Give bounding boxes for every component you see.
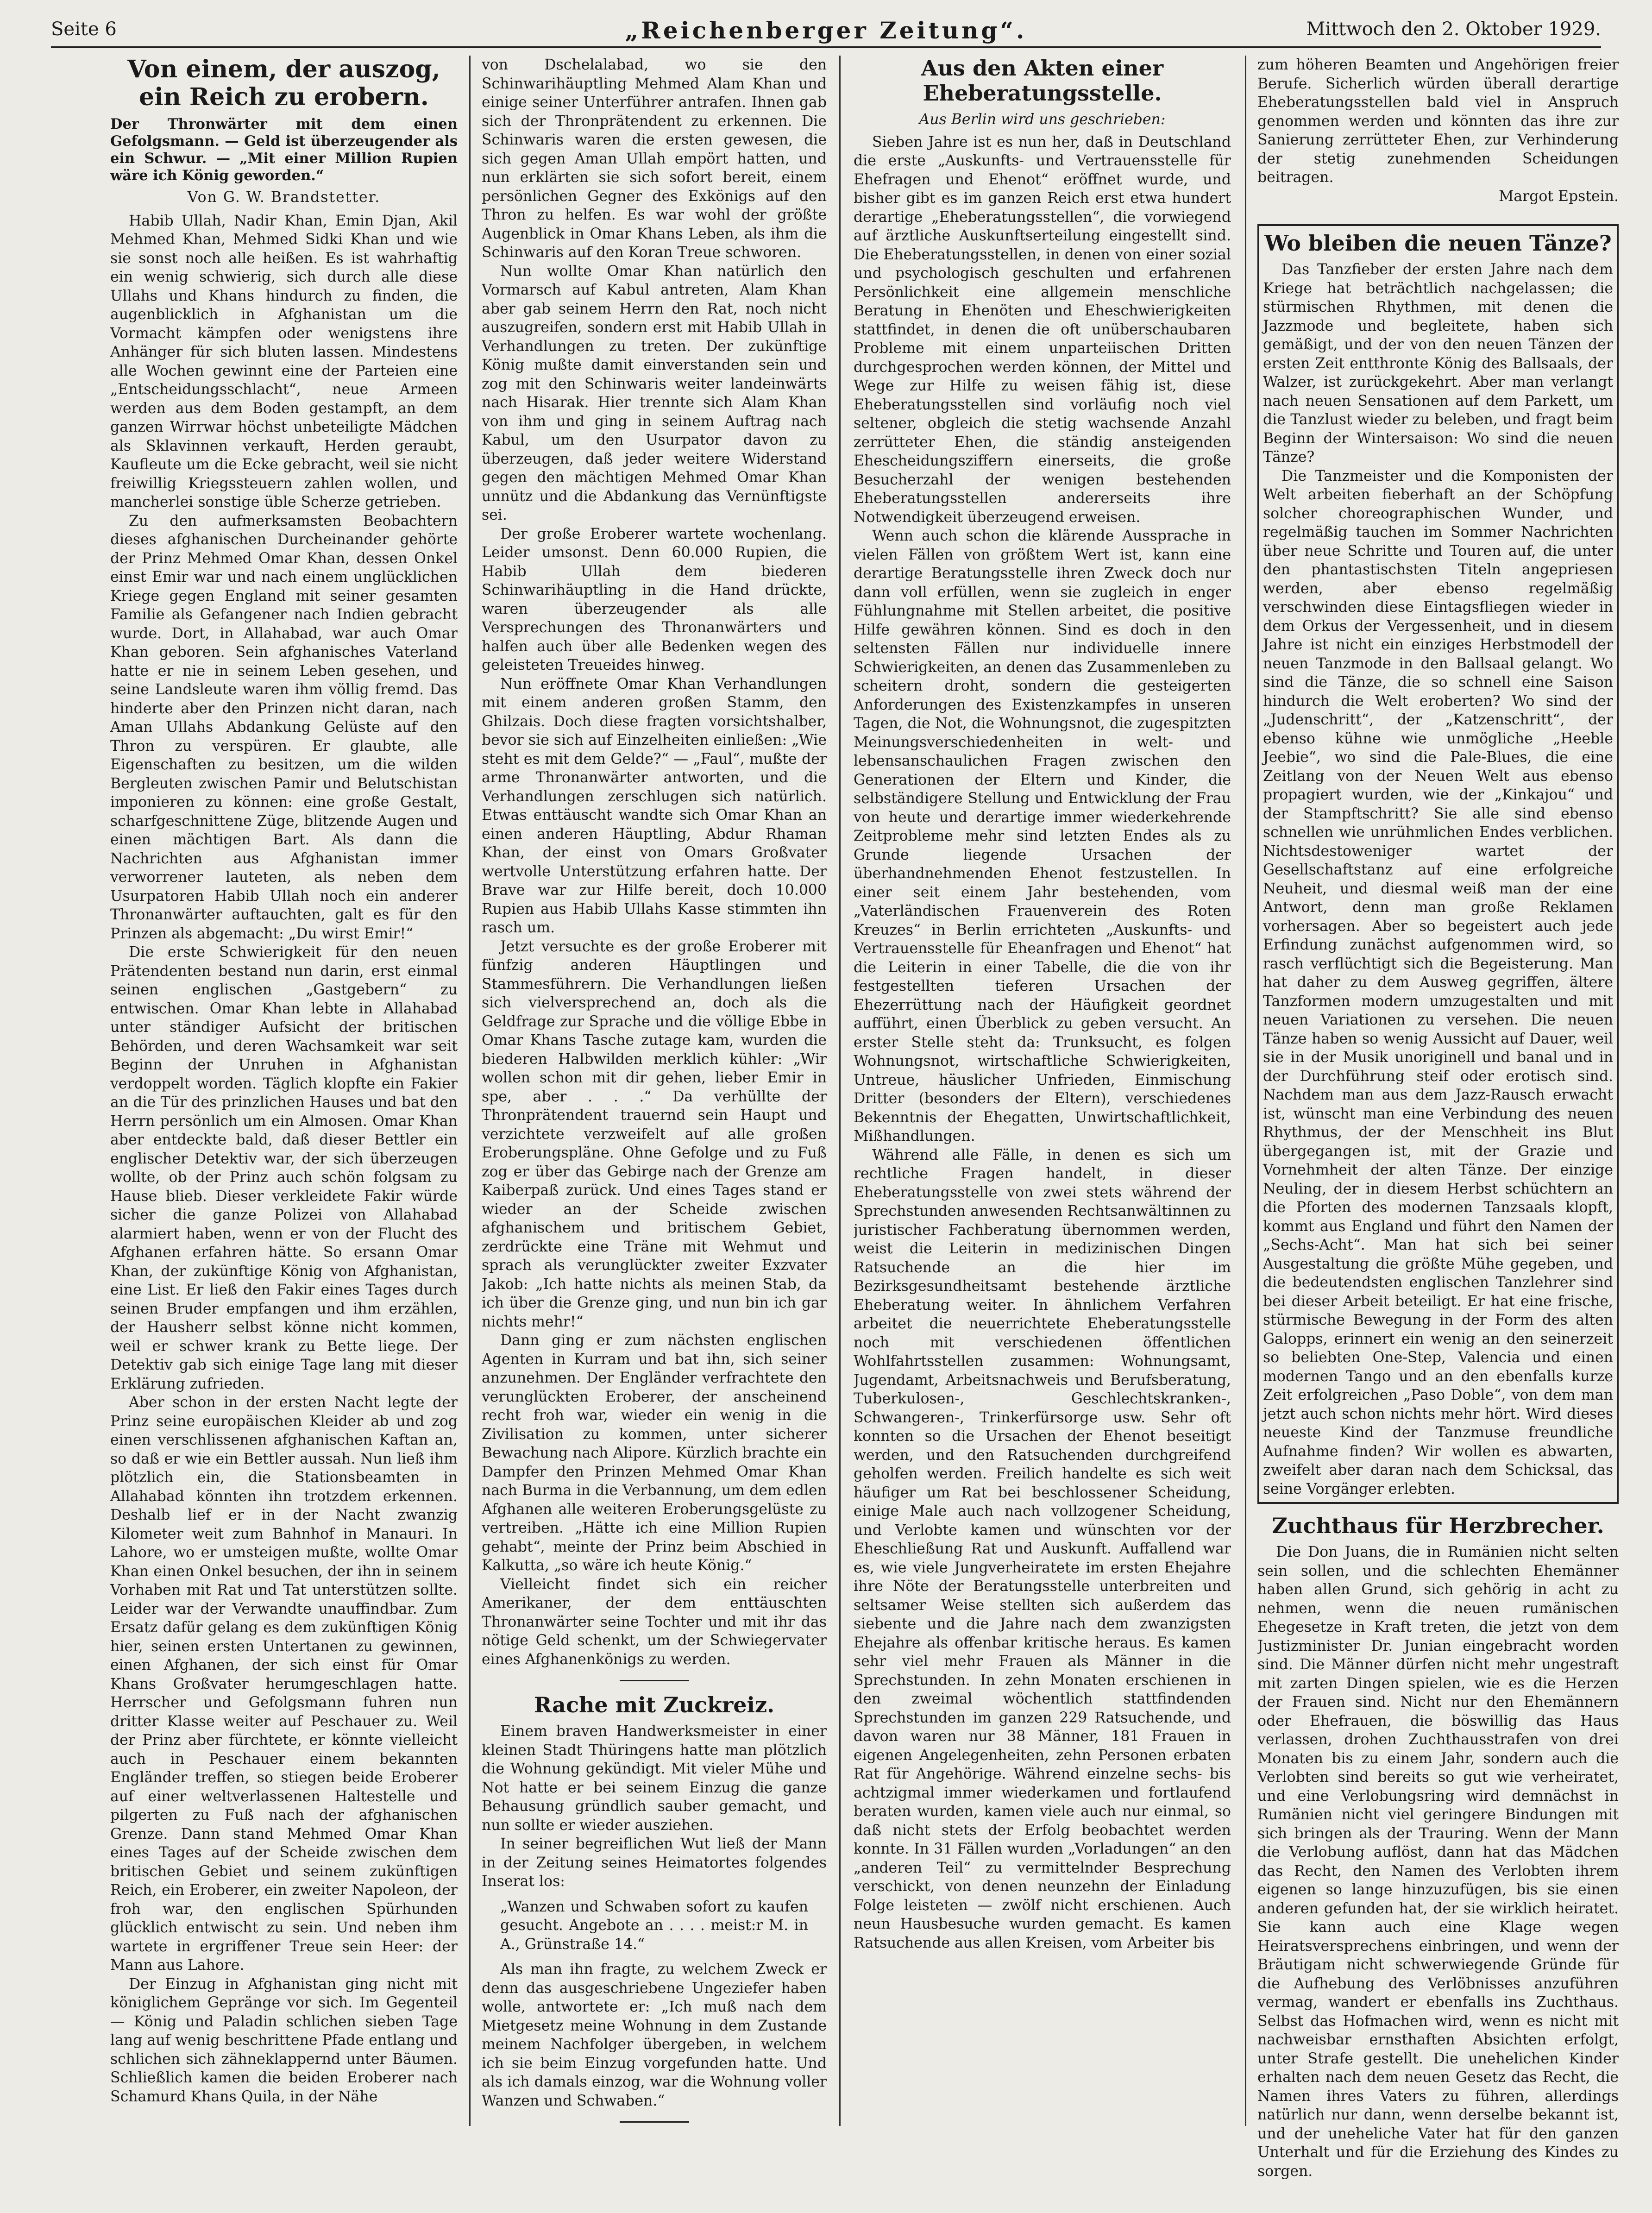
article-author: Von G. W. Brandstetter. <box>187 189 381 206</box>
column-rule <box>839 56 841 2126</box>
article-separator <box>620 1680 689 1681</box>
newspaper-name: „Reichenberger Zeitung“. <box>625 17 1027 44</box>
paragraph: Die Don Juans, die in Rumänien nicht selten sein sollen, und die schlechten Ehemänner haben allen Grund, sich gehörig in acht zu nehmen, wenn die neuen rumänischen Ehegesetze in Kraft treten, die jetzt von dem Justizminister Dr. Junian eingebracht worden sind. Die Männer dürfen nicht mehr ungestraft mit zarten Dingen spielen, wie es die Herzen der Frauen sind. Nicht nur den Ehemännern oder Ehefrauen, die böswillig das Haus verlassen, drohen Zuchthausstrafen von drei Monaten bis zu einem Jahr, sondern auch die Verlobten sind bereits so gut wie verheiratet, und eine Verlobungsring wird demnächst in Rumänien nicht viel geringere Bindungen mit sich bringen als der Trauring. Wenn der Mann die Verlobung auflöst, dann hat das Mädchen das Recht, den Namen des Verlobten ihrem eigenen so lange hinzuzufügen, bis sie einen anderen gefunden hat, der sie wirklich heiratet. Sie kann auch eine Klage wegen Heiratsversprechens einbringen, und wenn der Bräutigam nicht schwerwiegende Gründe für die Aufhebung des Verlöbnisses anzuführen vermag, wandert er ebenfalls ins Zuchthaus. Selbst das Hofmachen wird, wenn es nicht mit nachweisbar ernsthaften Absichten erfolgt, unter Strafe gestellt. Die unehelichen Kinder erhalten nach dem neuen Gesetz das Recht, die Namen ihres Vaters zu führen, allerdings natürlich nur dann, wenn derselbe bekannt ist, und der uneheliche Vater hat für den ganzen Unterhalt und für die Erziehung des Kindes zu sorgen. <box>1257 1544 1619 2180</box>
paragraph: von Dschelalabad, wo sie den Schinwarihäuptling Mehmed Alam Khan und einige seiner Unterführer antrafen. Ihnen gab sich der Thronprätendent zu erkennen. Die Schinwaris waren die ersten gewesen, die sich gegen Aman Ullah empört hatten, und nun erklärten sie sich sofort bereit, einem persönlichen Gegner des Exkönigs auf den Thron zu helfen. Es war wohl der größte Augenblick in Omar Khans Leben, als ihm die Schinwaris auf den Koran Treue schworen. <box>482 57 827 261</box>
article-title: Aus den Akten einer Eheberatungsstelle. <box>921 56 1164 106</box>
paragraph: Während alle Fälle, in denen es sich um rechtliche Fragen handelt, in dieser Eheberatungsstelle von zwei stets während der Sprechstunden anwesenden Rechtsanwältinnen zu juristischer Fachberatung übernommen werden, weist die Leiterin in medizinischen Dingen Ratsuchende an die hier im Bezirksgesundheitsamt bestehende ärztliche Eheberatung weiter. In ähnlichem Verfahren arbeitet die neuerrichtete Eheberatungsstelle noch mit verschiedenen öffentlichen Wohlfahrtsstellen zusammen: Wohnungsamt, Jugendamt, Arbeitsnachweis und Berufsberatung, Tuberkulosen-, Geschlechtskranken-, Schwangeren-, Trinkerfürsorge usw. Sehr oft konnten so die Ursachen der Ehenot beseitigt werden, und den Ratsuchenden durchgreifend geholfen werden. Freilich handelte es sich weit häufiger um Rat bei beschlossener Scheidung, einige Male auch nach vollzogener Scheidung, und Verlobte kamen und wünschten vor der Eheschließung Rat und Auskunft. Auffallend war es, wie viele Jungverheiratete im ersten Ehejahre ihre Nöte der Beratungsstelle unterbreiten und seltsamer Weise stellten sich außerdem das siebente und die Jahre nach dem zwanzigsten Ehejahre als offenbar kritische heraus. Es kamen sehr viel mehr Frauen als Männer in die Sprechstunden. In zehn Monaten erschienen in den zweimal wöchentlich stattfindenden Sprechstunden im ganzen 229 Ratsuchende, und davon waren nur 38 Männer, 181 Frauen in eigenen Angelegenheiten, zehn Personen erbaten Rat für Angehörige. Während einzelne sechs- bis achtzigmal immer wiederkamen und fortlaufend beraten wurden, kamen viele auch nur einmal, so daß nicht stets der Erfolg beobachtet werden konnte. In 31 Fällen wurden „Vorladungen“ an den „anderen Teil“ zu vermittelnder Besprechung verschickt, von denen neunzehn der Einladung Folge leisteten — zwölf nicht erschienen. Auch neun Hausbesuche wurden gemacht. Es kamen Ratsuchende aus allen Kreisen, vom Arbeiter bis <box>854 1146 1231 1951</box>
column-3 <box>854 56 1231 2186</box>
issue-date: Mittwoch den 2. Oktober 1929. <box>1306 19 1601 40</box>
article-title: Von einem, der auszog, ein Reich zu erobern. <box>127 56 440 111</box>
article-title: Rache mit Zuckreiz. <box>534 1692 775 1717</box>
paragraph: Sieben Jahre ist es nun her, daß in Deutschland die erste „Auskunfts- und Vertrauensstelle für Ehefragen und Ehenot“ eröffnet wurde, und bisher gibt es im ganzen Reich erst etwa hundert derartige „Eheberatungsstellen“, die vorwiegend auf ärztliche Auskunftserteilung eingestellt sind. Die Eheberatungsstellen, in denen von einer sozial und psychologisch geschulten und erfahrenen Persönlichkeit eine allgemein menschliche Beratung in Ehenöten und Eheschwierigkeiten stattfindet, in denen die oft unüberschaubaren Probleme mit einem unparteiischen Dritten durchgesprochen werden können, der Mittel und Wege zur Hilfe zu weisen fähig ist, diese Eheberatungsstellen sind vorläufig noch viel seltener, obgleich die stetig wachsende Anzahl zerrütteter Ehen, die ständig ansteigenden Ehescheidungsziffern einerseits, die große Besucherzahl der wenigen bestehenden Eheberatungsstellen andererseits ihre Notwendigkeit überzeugend erweisen. <box>854 133 1231 526</box>
paragraph: zum höheren Beamten und Angehörigen freier Berufe. Sicherlich würden überall derartige Eheberatungsstellen bald viel in Anspruch genommen werden und könnten das ihre zur Sanierung zerrütteter Ehen, zur Verhinderung der stetig zunehmenden Scheidungen beitragen. <box>1257 57 1619 186</box>
article-signature: Margot Epstein. <box>1499 188 1619 205</box>
paragraph: Der große Eroberer wartete wochenlang. Leider umsonst. Denn 60.000 Rupien, die Habib Ullah dem biederen Schinwarihäuptling in die Hand drückte, waren überzeugender als alle Versprechungen des Thronanwärters und halfen auch über alle Bedenken wegen des geleisteten Treueides hinweg. <box>482 525 827 673</box>
page-header <box>51 14 1601 48</box>
column-2 <box>482 56 827 2186</box>
paragraph: Einem braven Handwerksmeister in einer kleinen Stadt Thüringens hatte man plötzlich die Wohnung gekündigt. Mit vieler Mühe und Not hatte er bei seinem Einzug die ganze Behausung gründlich sauber gemacht, und nun sollte er wieder ausziehen. <box>482 1723 827 1834</box>
paragraph: Die erste Schwierigkeit für den neuen Prätendenten bestand nun darin, erst einmal seinen englischen „Gastgebern“ zu entwischen. Omar Khan lebte in Allahabad unter ständiger Aufsicht der britischen Behörden, und deren Wachsamkeit war seit Beginn der Unruhen in Afghanistan verdoppelt worden. Täglich klopfte ein Fakier an die Tür des prinzlichen Hauses und bat den Herrn persönlich um ein Almosen. Omar Khan aber entdeckte bald, daß dieser Bettler ein englischer Detektiv war, der sich überzeugen wollte, ob der Prinz auch schön folgsam zu Hause blieb. Dieser verkleidete Fakir würde sicher die ganze Polizei von Allahabad alarmiert haben, wenn er von der Flucht des Afghanen erfahren hätte. So ersann Omar Khan, der zukünftige König von Afghanistan, eine List. Er ließ den Fakir eines Tages durch seinen Bruder empfangen und ihm erzählen, der Hausherr selbst könne nicht kommen, weil er schwer krank zu Bette liege. Der Detektiv gab sich einige Tage lang mit dieser Erklärung zufrieden. <box>110 944 458 1392</box>
paragraph: In seiner begreiflichen Wut ließ der Mann in der Zeitung seines Heimatortes folgendes Inserat los: <box>482 1836 827 1890</box>
article-separator <box>620 2121 689 2123</box>
paragraph: Nun eröffnete Omar Khan Verhandlungen mit einem anderen großen Stamm, den Ghilzais. Doch diese fragten vorsichtshalber, bevor sie sich auf Einzelheiten einließen: „Wie steht es mit dem Gelde?“ — „Faul“, mußte der arme Thronanwärter antworten, und die Verhandlungen zerschlugen sich natürlich. Etwas enttäuscht wandte sich Omar Khan an einen anderen Häuptling, Abdur Rhaman Khan, der einst von Omars Großvater wertvolle Unterstützung erfahren hatte. Der Brave war zur Hilfe bereit, doch 10.000 Rupien aus Habib Ullahs Kasse stimmten ihn rasch um. <box>482 675 827 936</box>
paragraph: Zu den aufmerksamsten Beobachtern dieses afghanischen Durcheinander gehörte der Prinz Mehmed Omar Khan, dessen Onkel einst Emir war und nach einem unglücklichen Kriege gegen England mit seiner gesamten Familie als Gefangener nach Indien gebracht wurde. Dort, in Allahabad, war auch Omar Khan geboren. Sein afghanisches Vaterland hatte er nie in seinem Leben gesehen, und seine Landsleute waren ihm völlig fremd. Das hinderte aber den Prinzen nicht daran, nach Aman Ullahs Abdankung Gelüste auf den Thron zu verspüren. Er glaubte, alle Eigenschaften zu besitzen, um die wilden Bergleuten zwischen Pamir und Belutschistan imponieren zu können: eine große Gestalt, scharfgeschnittene Züge, blitzende Augen und einen mächtigen Bart. Als dann die Nachrichten aus Afghanistan immer verworrener lauteten, als neben dem Usurpatoren Habib Ullah noch ein anderer Thronanwärter auftauchten, galt es für den Prinzen als abgemacht: „Du wirst Emir!“ <box>110 512 458 942</box>
column-rule <box>1245 56 1246 2126</box>
column-4 <box>1257 56 1619 2186</box>
paragraph: Habib Ullah, Nadir Khan, Emin Djan, Akil Mehmed Khan, Mehmed Sidki Khan und wie sie sonst noch alle heißen. Es ist wahrhaftig ein wenig schwierig, sich durch alle diese Ullahs und Khans hindurch zu finden, die augenblicklich in Afghanistan um die Vormacht kämpfen oder wenigstens ihre Anhänger für sich bluten lassen. Mindestens alle Wochen gewinnt eine der Parteien eine „Entscheidungsschlacht“, neue Armeen werden aus dem Boden gestampft, an dem ganzen Wirrwar höchst unbeteiligte Mädchen als Sklavinnen verkauft, Herden geraubt, Kaufleute um die Ecke gebracht, weil sie nicht freiwillig Kriegssteuern zahlen wollen, und mancherlei sonstige üble Scherze getrieben. <box>110 212 458 510</box>
paragraph: Der Einzug in Afghanistan ging nicht mit königlichem Gepränge vor sich. Im Gegenteil — König und Paladin schlichen sieben Tage lang auf wenig beschrittene Pfade entlang und schlichen sich zähneklappernd unter Bäumen. Schließlich kamen die beiden Eroberer nach Schamurd Khans Quila, in der Nähe <box>110 1975 458 2105</box>
article-lead: Der Thronwärter mit dem einen Gefolgsmann. — Geld ist überzeugender als ein Schwur. — „Mit einer Million Rupien wäre ich König geworden.“ <box>110 116 458 184</box>
page-number: Seite 6 <box>51 19 117 40</box>
article-title: Wo bleiben die neuen Tänze? <box>1264 231 1612 256</box>
paragraph: Nun wollte Omar Khan natürlich den Vormarsch auf Kabul antreten, Alam Khan aber gab seinem Herrn den Rat, noch nicht auszugreifen, sondern erst mit Habib Ullah in Verhandlungen zu treten. Der zukünftige König mußte damit einverstanden sein und zog mit den Schinwaris weiter landeinwärts nach Hisarak. Hier trennte sich Alam Khan von ihm und ging in seinem Auftrag nach Kabul, um den Usurpator davon zu überzeugen, daß jeder weitere Widerstand gegen den mächtigen Mehmed Omar Khan unnütz und die Abdankung das Vernünftigste sei. <box>482 263 827 523</box>
paragraph: Dann ging er zum nächsten englischen Agenten in Kurram und bat ihn, sich seiner anzunehmen. Der Engländer verfrachtete den verunglückten Eroberer, der anscheinend recht froh war, wieder ein wenig in die Zivilisation zu kommen, unter sicherer Bewachung nach Alipore. Kürzlich brachte ein Dampfer den Prinzen Mehmed Omar Khan nach Burma in die Verbannung, um dem edlen Afghanen alle weiteren Eroberungsgelüste zu vertreiben. „Hätte ich eine Million Rupien gehabt“, meinte der Prinz beim Abschied in Kalkutta, „so wäre ich heute König.“ <box>482 1332 827 1574</box>
paragraph: Das Tanzfieber der ersten Jahre nach dem Kriege hat beträchtlich nachgelassen; die stürmischen Rhythmen, mit denen die Jazzmode und begleitete, haben sich gemäßigt, und der von den neuen Tänzen der ersten Zeit entthronte König des Ballsaals, der Walzer, ist zurückgekehrt. Aber man verlangt nach neuen Sensationen auf dem Parkett, um die Tanzlust wieder zu beleben, und fragt beim Beginn der Wintersaison: Wo sind die neuen Tänze? <box>1263 261 1613 465</box>
boxed-article <box>1257 224 1619 1504</box>
article-dateline: Aus Berlin wird uns geschrieben: <box>919 111 1166 128</box>
column-rule <box>469 56 471 2126</box>
paragraph: Vielleicht findet sich ein reicher Amerikaner, der dem enttäuschten Thronanwärter seine Tochter und mit ihr das nötige Geld schenkt, um der Schwiegervater eines Afghanenkönigs zu werden. <box>482 1576 827 1668</box>
paragraph: Die Tanzmeister und die Komponisten der Welt arbeiten fieberhaft an der Schöpfung solcher choreographischen Wunder, und regelmäßig tauchen im Sommer Nachrichten über neue Schritte und Touren auf, die unter den phantastischsten Titeln angepriesen werden, aber ebenso regelmäßig verschwinden diese Eintagsfliegen wieder in dem Orkus der Vergessenheit, und in diesem Jahre ist nicht ein einziges Herbstmodell der neuen Tanzmode in den Ballsaal gelangt. Wo sind die Tänze, die so schnell eine Saison hindurch die Welt eroberten? Wo sind der „Judenschritt“, der „Katzenschritt“, der ebenso kühne wie unmögliche „Heeble Jeebie“, wo sind die Pale-Blues, die eine Zeitlang von der Neuen Welt aus ebenso propagiert wurden, wie der „Kinkajou“ und der Stampftschritt? Sie alle sind ebenso schnellen wie unrühmlichen Endes verblichen. Nichtsdestoweniger wartet der Gesellschaftstanz auf eine erfolgreiche Neuheit, und diesmal weiß man der eine Antwort, denn man große Reklamen vorhersagen. Aber so begeistert auch jede Erfindung zunächst aufgenommen wird, so rasch verflüchtigt sich die Begeisterung. Man hat daher zu dem Ausweg gegriffen, ältere Tanzformen modern umzugestalten und mit neuen Variationen zu versehen. Die neuen Tänze haben so wenig Aussicht auf Dauer, weil sie in der Musik unoriginell und banal und in der Durchführung steif oder erotisch sind. Nachdem man aus dem Jazz-Rausch erwacht ist, wünscht man eine Verbindung des neuen Rhythmus, der der Menschheit ins Blut übergegangen ist, mit der Grazie und Vornehmheit der alten Tänze. Der einzige Neuling, der in diesem Herbst schüchtern an die Pforten des modernen Tanzsaals klopft, kommt aus England und führt den Namen der „Sechs-Acht“. Man hat sich bei seiner Ausgestaltung die größte Mühe gegeben, und die bedeutendsten englischen Tanzlehrer sind bei dieser Arbeit beteiligt. Er hat eine frische, stürmische Bewegung in der Form des alten Galopps, erinnert ein wenig an den seinerzeit so beliebten One-Step, Valencia und einen modernen Tango und an den ebenfalls kurze Zeit erfolgreichen „Paso Doble“, von dem man jetzt auch schon nichts mehr hört. Wird dieses neueste Kind der Tanzmuse freundliche Aufnahme finden? Wir wollen es abwarten, zweifelt aber daran nach dem Schicksal, das seine Vorgänger erlebten. <box>1263 467 1613 1497</box>
paragraph: Wenn auch schon die klärende Aussprache in vielen Fällen von größtem Wert ist, kann eine derartige Beratungsstelle ihren Zweck doch nur dann voll erfüllen, wenn sie zugleich in enger Fühlungnahme mit Stellen arbeitet, die positive Hilfe gewähren können. Sind es doch in den seltensten Fällen nur individuelle innere Schwierigkeiten, an denen das Zusammenleben zu scheitern droht, sondern die gesteigerten Anforderungen des Existenzkampfes in unseren Tagen, die Not, die Wohnungsnot, die zugespitzten Meinungsverschiedenheiten in welt- und lebensanschaulichen Fragen zwischen den Generationen der Eltern und Kinder, die selbständigere Stellung und Entwicklung der Frau von heute und derartige immer wiederkehrende Zeitprobleme mehr sind letzten Endes als zu Grunde liegende Ursachen der überhandnehmenden Ehenot festzustellen. In einer seit einem Jahr bestehenden, vom „Vaterländischen Frauenverein des Roten Kreuzes“ in Berlin errichteten „Auskunfts- und Vertrauensstelle für Eheanfragen und Ehenot“ hat die Leiterin in einer Tabelle, die die von ihr festgestellten tieferen Ursachen der Ehezerrüttung nach der Häufigkeit geordnet aufführt, einen Überblick zu geben versucht. An erster Stelle steht da: Trunksucht, es folgen Wohnungsnot, wirtschaftliche Schwierigkeiten, Untreue, häuslicher Unfrieden, Einmischung Dritter (besonders der Eltern), verschiedenes Bekenntnis der Ehegatten, Unwirtschaftlichkeit, Mißhandlungen. <box>854 528 1231 1144</box>
column-1 <box>110 56 458 2186</box>
inserat-quote: „Wanzen und Schwaben sofort zu kaufen gesucht. Angebote an . . . . meist:r M. in A., Grünstraße 14.“ <box>500 1898 808 1953</box>
article-title: Zuchthaus für Herzbrecher. <box>1272 1513 1604 1538</box>
paragraph: Jetzt versuchte es der große Eroberer mit fünfzig anderen Häuptlingen und Stammesführern. Die Verhandlungen ließen sich vielversprechend an, doch als die Geldfrage zur Sprache und die völlige Ebbe in Omar Khans Tasche zutage kam, wurden die biederen Halbwilden merklich kühler: „Wir wollen schon mit dir gehen, lieber Emir in spe, aber . . .“ Da verhüllte der Thronprätendent trauernd sein Haupt und verzichtete verzweifelt auf alle großen Eroberungspläne. Ohne Gefolge und zu Fuß zog er über das Gebirge nach der Grenze am Kaiberpaß zurück. Und eines Tages stand er wieder an der Scheide zwischen afghanischem und britischem Gebiet, zerdrückte eine Träne mit Wehmut und sprach als verunglückter zweiter Exzvater Jakob: „Ich hatte nichts als meinen Stab, da ich über die Grenze ging, und nun bin ich gar nichts mehr!“ <box>482 938 827 1330</box>
paragraph: Aber schon in der ersten Nacht legte der Prinz seine europäischen Kleider ab und zog einen verschlissenen afghanischen Kaftan an, so daß er wie ein Bettler aussah. Nun ließ ihm plötzlich ein, die Stationsbeamten in Allahabad könnten ihn trotzdem erkennen. Deshalb lief er in der Nacht zwanzig Kilometer weit zum Bahnhof in Manauri. In Lahore, wo er umsteigen mußte, wollte Omar Khan einen Onkel besuchen, der ihn in seinem Vorhaben mit Rat und Tat unterstützen sollte. Leider war der Verwandte unauffindbar. Zum Ersatz dafür gelang es dem zukünftigen König hier, seinen ersten Untertanen zu gewinnen, einen Afghanen, der sich einst für Omar Khans Großvater herumgeschlagen hatte. Herrscher und Gefolgsmann fuhren nun dritter Klasse weiter auf Peschauer zu. Weil der Prinz aber fürchtete, er könnte vielleicht auch in Peschauer einem bekannten Engländer treffen, so stiegen beide Eroberer auf einer weltverlassenen Haltestelle und pilgerten zu Fuß nach der afghanischen Grenze. Dann stand Mehmed Omar Khan eines Tages auf der Scheide zwischen dem britischen Gebiet und seinem zukünftigen Reich, ein Eroberer, ein zweiter Napoleon, der froh war, den englischen Spürhunden glücklich entwischt zu sein. Und neben ihm wartete in ergriffener Treue sein Heer: der Mann aus Lahore. <box>110 1394 458 1974</box>
paragraph: Als man ihn fragte, zu welchem Zweck er denn das ausgeschriebene Ungeziefer haben wolle, antwortete er: „Ich muß nach dem Mietgesetz meine Wohnung in dem Zustande meinem Nachfolger übergeben, in welchem ich sie beim Einzug vorgefunden hatte. Und als ich damals einzog, war die Wohnung voller Wanzen und Schwaben.“ <box>482 1961 827 2109</box>
